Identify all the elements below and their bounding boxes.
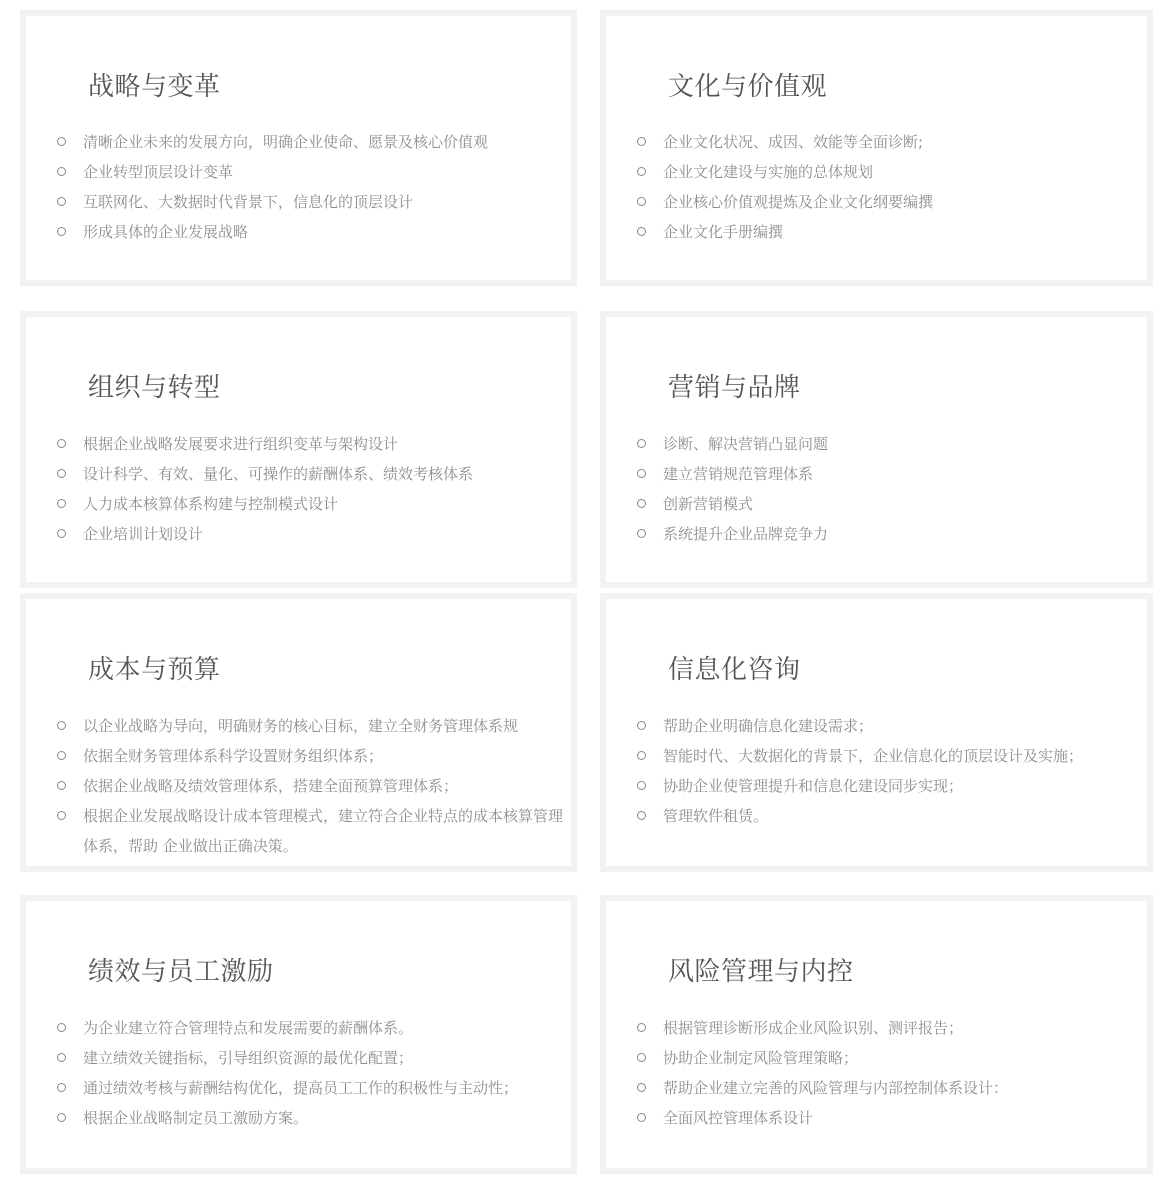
list-item-text: 企业核心价值观提炼及企业文化纲要编撰 <box>663 193 934 211</box>
list-item <box>57 429 565 459</box>
list-item <box>57 519 565 549</box>
circle-bullet-icon <box>57 751 66 760</box>
list-item <box>637 519 1141 549</box>
list-item <box>57 771 565 801</box>
card-item-list <box>57 1013 565 1133</box>
list-item-text: 建立绩效关键指标，引导组织资源的最优化配置； <box>83 1049 414 1067</box>
card-title: 营销与品牌 <box>668 373 801 403</box>
list-item <box>637 1013 1141 1043</box>
list-item <box>637 1103 1141 1133</box>
list-item <box>57 741 565 771</box>
list-item <box>637 127 1141 157</box>
card-title: 风险管理与内控 <box>668 957 854 987</box>
list-item-text: 协助企业使管理提升和信息化建设同步实现； <box>663 777 964 795</box>
service-card-organization <box>20 311 577 588</box>
list-item <box>57 187 565 217</box>
list-item-text: 互联网化、大数据时代背景下，信息化的顶层设计 <box>83 193 414 211</box>
list-item-text: 企业文化状况、成因、效能等全面诊断; <box>663 133 924 151</box>
list-item <box>637 187 1141 217</box>
card-item-list <box>637 1013 1141 1133</box>
list-item <box>57 489 565 519</box>
list-item <box>637 771 1141 801</box>
circle-bullet-icon <box>637 811 646 820</box>
circle-bullet-icon <box>637 529 646 538</box>
list-item <box>57 217 565 247</box>
list-item-text: 企业文化手册编撰 <box>663 223 784 241</box>
service-card-strategy <box>20 10 577 286</box>
card-item-list <box>637 127 1141 247</box>
service-card-it-consulting <box>600 593 1153 872</box>
list-item-text: 依据企业战略及绩效管理体系，搭建全面预算管理体系； <box>83 777 459 795</box>
list-item <box>637 217 1141 247</box>
card-item-list <box>637 429 1141 549</box>
card-title: 组织与转型 <box>88 373 221 403</box>
list-item <box>57 711 565 741</box>
circle-bullet-icon <box>637 1113 646 1122</box>
list-item-text: 管理软件租赁。 <box>663 807 769 825</box>
list-item-text: 系统提升企业品牌竞争力 <box>663 525 829 543</box>
card-title: 绩效与员工激励 <box>88 957 274 987</box>
card-title: 战略与变革 <box>88 72 221 102</box>
circle-bullet-icon <box>637 167 646 176</box>
service-card-cost-budget <box>20 593 577 872</box>
card-item-list <box>637 711 1141 831</box>
circle-bullet-icon <box>637 137 646 146</box>
circle-bullet-icon <box>637 439 646 448</box>
list-item <box>57 801 565 861</box>
circle-bullet-icon <box>57 1053 66 1062</box>
list-item <box>57 1043 565 1073</box>
list-item-text: 通过绩效考核与薪酬结构优化，提高员工工作的积极性与主动性； <box>83 1079 519 1097</box>
circle-bullet-icon <box>57 529 66 538</box>
circle-bullet-icon <box>637 197 646 206</box>
list-item-text: 清晰企业未来的发展方向，明确企业使命、愿景及核心价值观 <box>83 133 489 151</box>
list-item-text: 根据管理诊断形成企业风险识别、测评报告； <box>663 1019 964 1037</box>
list-item-text: 根据企业战略发展要求进行组织变革与架构设计 <box>83 435 399 453</box>
list-item-text: 企业培训计划设计 <box>83 525 204 543</box>
circle-bullet-icon <box>57 781 66 790</box>
list-item-text: 帮助企业建立完善的风险管理与内部控制体系设计： <box>663 1079 1009 1097</box>
circle-bullet-icon <box>637 751 646 760</box>
circle-bullet-icon <box>57 469 66 478</box>
circle-bullet-icon <box>637 1083 646 1092</box>
card-item-list <box>57 429 565 549</box>
circle-bullet-icon <box>637 1053 646 1062</box>
list-item-text: 为企业建立符合管理特点和发展需要的薪酬体系。 <box>83 1019 414 1037</box>
circle-bullet-icon <box>57 1083 66 1092</box>
circle-bullet-icon <box>637 1023 646 1032</box>
list-item-text: 人力成本核算体系构建与控制模式设计 <box>83 495 339 513</box>
list-item-text: 企业转型顶层设计变革 <box>83 163 234 181</box>
list-item-text: 形成具体的企业发展战略 <box>83 223 249 241</box>
card-item-list <box>57 127 565 247</box>
list-item-text: 企业文化建设与实施的总体规划 <box>663 163 874 181</box>
circle-bullet-icon <box>637 469 646 478</box>
circle-bullet-icon <box>637 227 646 236</box>
list-item-text: 全面风控管理体系设计 <box>663 1109 814 1127</box>
list-item-text: 以企业战略为导向，明确财务的核心目标，建立全财务管理体系规 <box>83 717 519 735</box>
service-card-performance <box>20 895 577 1174</box>
circle-bullet-icon <box>57 227 66 236</box>
list-item <box>57 1103 565 1133</box>
list-item-text: 协助企业制定风险管理策略； <box>663 1049 859 1067</box>
list-item-text: 设计科学、有效、量化、可操作的薪酬体系、绩效考核体系 <box>83 465 474 483</box>
list-item-text: 智能时代、大数据化的背景下，企业信息化的顶层设计及实施； <box>663 747 1084 765</box>
list-item <box>57 1073 565 1103</box>
service-card-risk-control <box>600 895 1153 1174</box>
circle-bullet-icon <box>57 499 66 508</box>
list-item-text: 建立营销规范管理体系 <box>663 465 814 483</box>
list-item-text: 依据全财务管理体系科学设置财务组织体系； <box>83 747 384 765</box>
circle-bullet-icon <box>637 721 646 730</box>
service-card-culture <box>600 10 1153 286</box>
list-item-text: 根据企业发展战略设计成本管理模式，建立符合企业特点的成本核算管理体系，帮助 企业做出正确决策。 <box>83 807 564 855</box>
list-item <box>57 1013 565 1043</box>
card-title: 成本与预算 <box>88 655 221 685</box>
list-item <box>637 429 1141 459</box>
card-title: 文化与价值观 <box>668 72 828 102</box>
list-item <box>57 157 565 187</box>
list-item <box>637 489 1141 519</box>
circle-bullet-icon <box>57 137 66 146</box>
list-item <box>637 711 1141 741</box>
circle-bullet-icon <box>637 499 646 508</box>
list-item <box>57 459 565 489</box>
list-item <box>637 741 1141 771</box>
service-card-marketing <box>600 311 1153 588</box>
list-item <box>637 1073 1141 1103</box>
list-item <box>57 127 565 157</box>
list-item-text: 帮助企业明确信息化建设需求； <box>663 717 874 735</box>
circle-bullet-icon <box>637 781 646 790</box>
card-item-list <box>57 711 565 861</box>
list-item <box>637 157 1141 187</box>
circle-bullet-icon <box>57 1023 66 1032</box>
list-item <box>637 459 1141 489</box>
circle-bullet-icon <box>57 811 66 820</box>
circle-bullet-icon <box>57 721 66 730</box>
circle-bullet-icon <box>57 439 66 448</box>
list-item-text: 根据企业战略制定员工激励方案。 <box>83 1109 309 1127</box>
list-item-text: 诊断、解决营销凸显问题 <box>663 435 829 453</box>
list-item <box>637 801 1141 831</box>
card-title: 信息化咨询 <box>668 655 801 685</box>
circle-bullet-icon <box>57 1113 66 1122</box>
circle-bullet-icon <box>57 167 66 176</box>
list-item <box>637 1043 1141 1073</box>
circle-bullet-icon <box>57 197 66 206</box>
list-item-text: 创新营销模式 <box>663 495 754 513</box>
